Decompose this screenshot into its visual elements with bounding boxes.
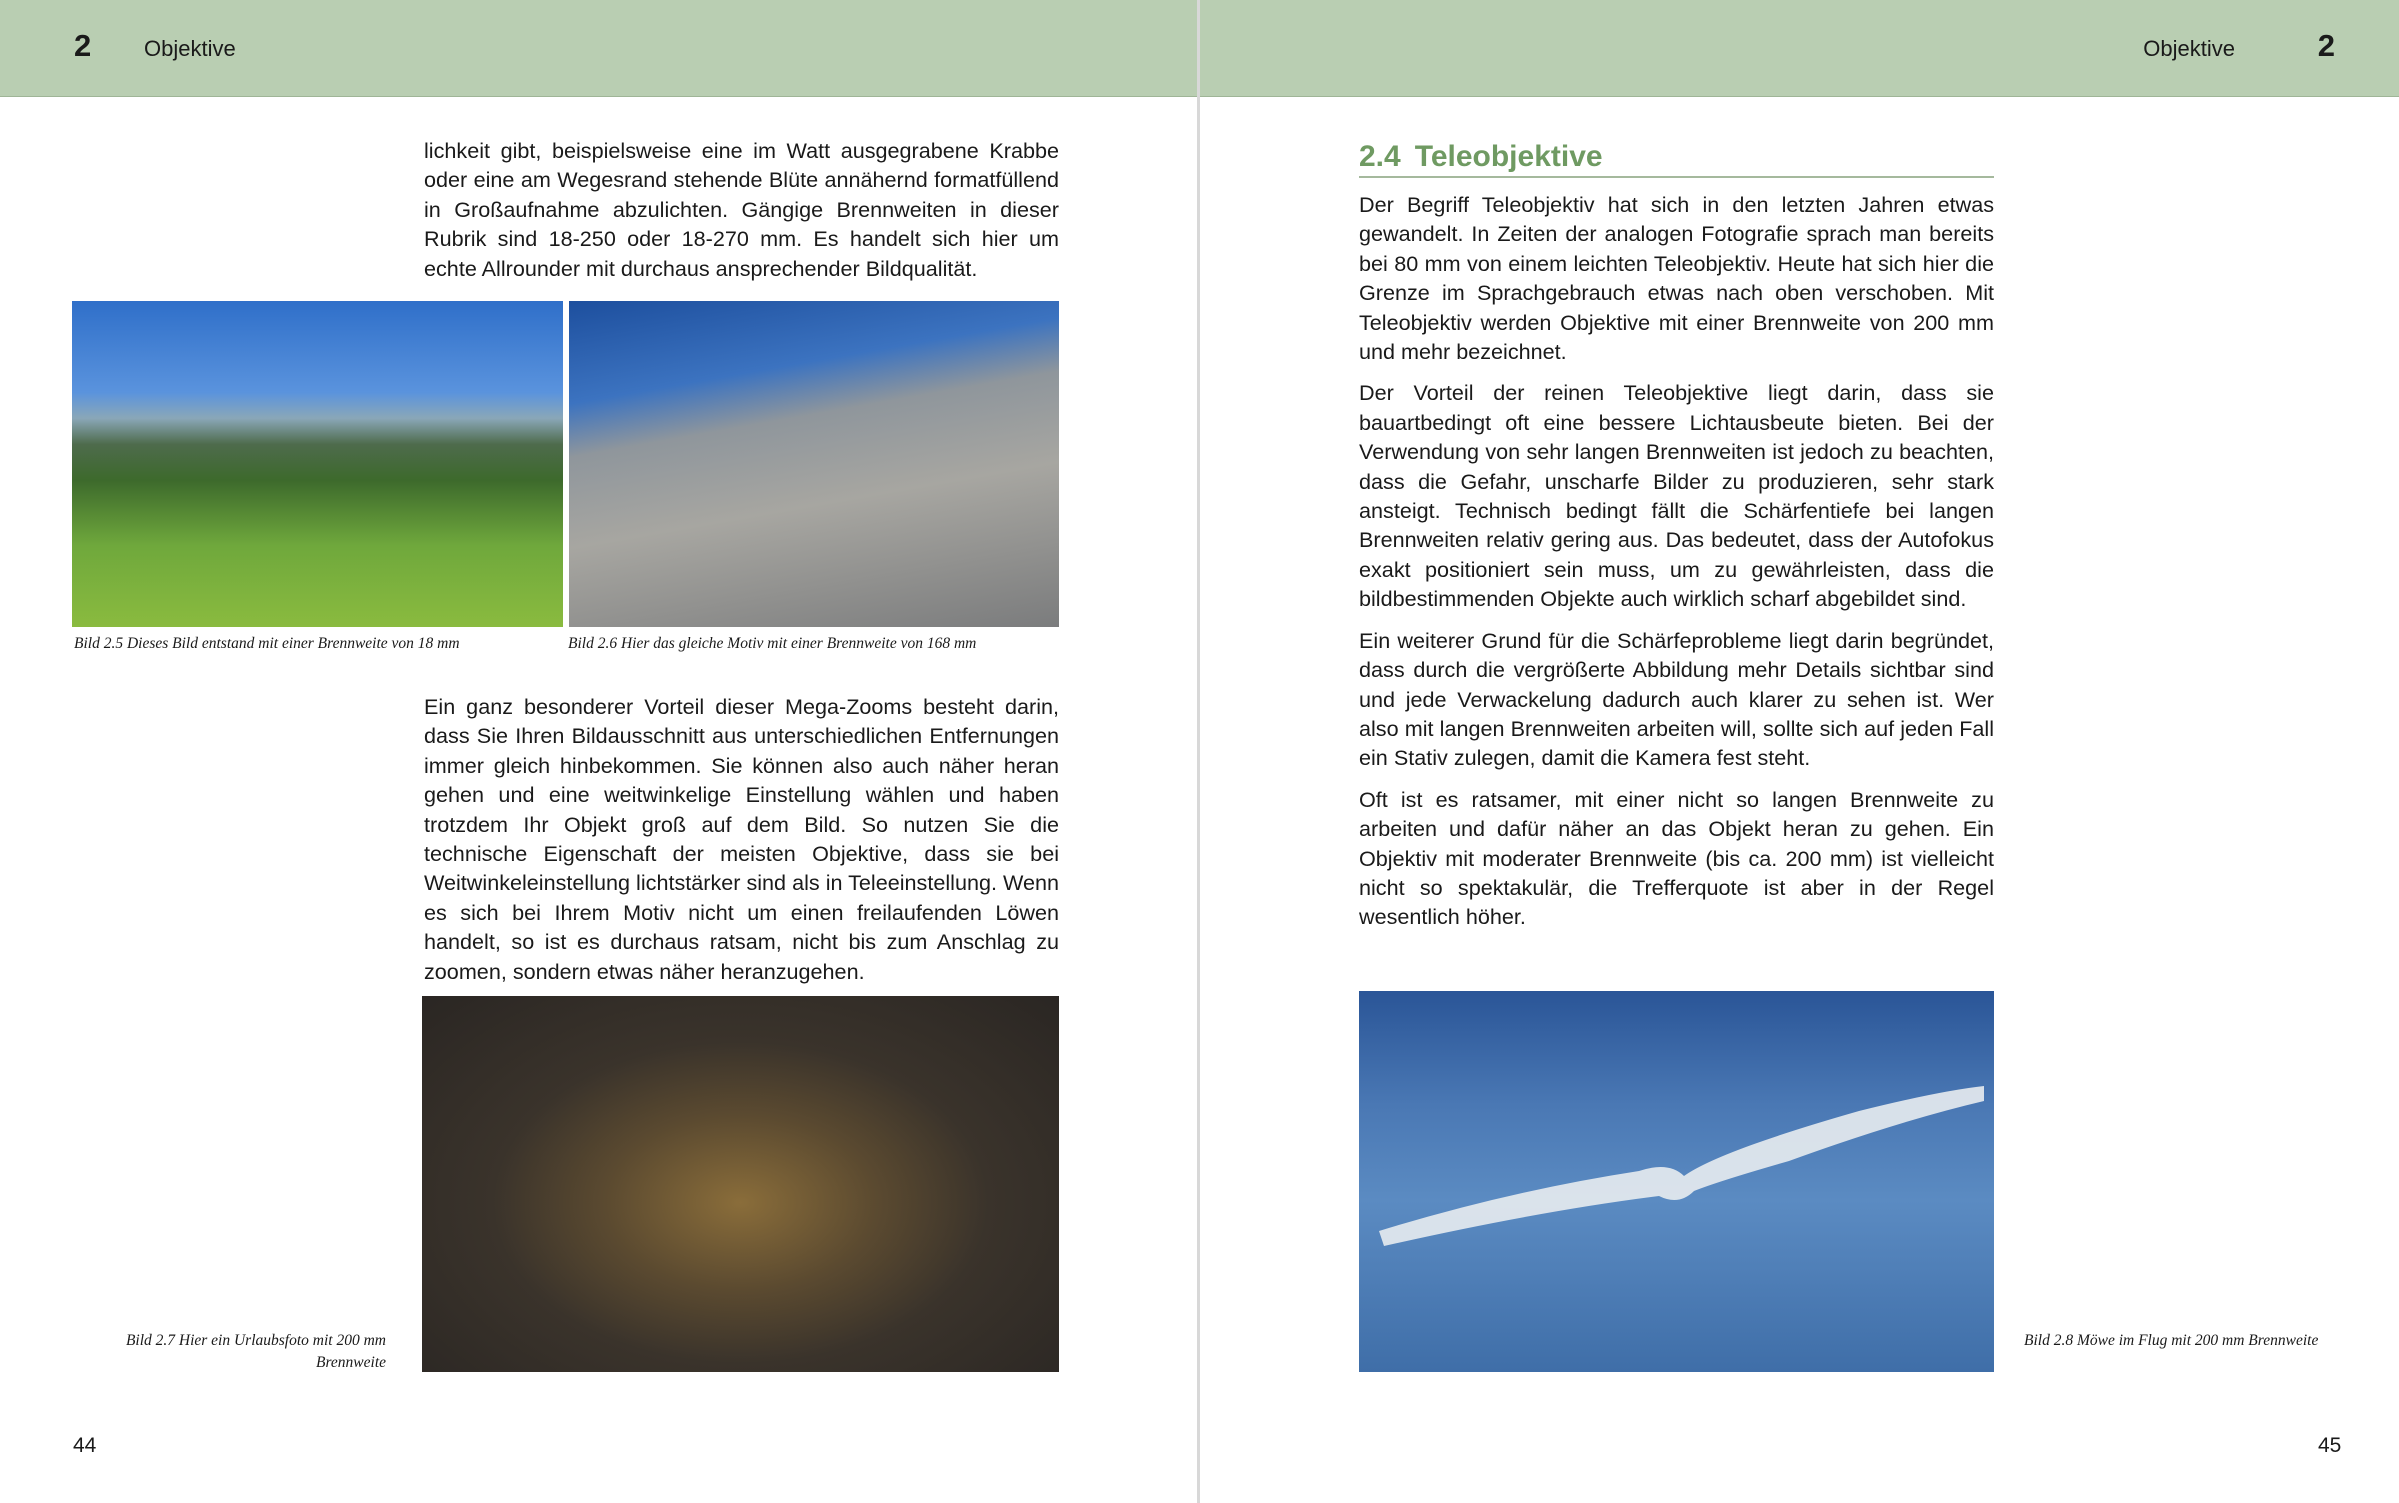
paragraph: Oft ist es ratsamer, mit einer nicht so langen Brennweite zu arbeiten und dafür näher an das Objekt heran zu gehen. Ein Objektiv mit moderater Brennweite (bis ca. 200 mm) ist vielleicht nicht so spektakulär, die Trefferquote ist aber in der Regel wesentlich höher.: [1359, 786, 1994, 930]
photo-mountain-168mm: [569, 301, 1059, 627]
chapter-number: 2: [2317, 28, 2335, 63]
section-heading: [1359, 140, 1994, 178]
section-title: Teleobjektive: [1414, 140, 1603, 173]
running-title: Objektive: [2143, 36, 2235, 61]
left-page-header: [0, 0, 1197, 97]
page-spine: [1197, 0, 1200, 1503]
caption: Bild 2.8 Möwe im Flug mit 200 mm Brennweite: [2024, 1332, 2319, 1349]
caption: Bild 2.7 Hier ein Urlaubsfoto mit 200 mm Brennweite: [125, 1332, 386, 1371]
caption: Bild 2.5 Dieses Bild entstand mit einer Brennweite von 18 mm: [74, 635, 460, 652]
caption: Bild 2.6 Hier das gleiche Motiv mit einer Brennweite von 168 mm: [568, 635, 977, 652]
paragraph: lichkeit gibt, beispielsweise eine im Watt ausgegrabene Krabbe oder eine am Wegesrand stehende Blüte annähernd formatfüllend in Großaufnahme abzulichten. Gängige Brennweiten in dieser Rubrik sind 18-250 oder 18-270 mm. Es handelt sich hier um echte Allrounder mit durchaus ansprechender Bildqualität.: [424, 138, 1059, 281]
section-number: 2.4: [1359, 140, 1401, 173]
page-number: 45: [2318, 1434, 2342, 1457]
paragraph: Ein ganz besonderer Vorteil dieser Mega-Zooms besteht darin, dass Sie Ihren Bildausschnitt aus unterschiedlichen Entfernungen immer gleich hinbekommen. Sie können also auch näher heran gehen und eine weitwinkelige Einstellung wählen und haben trotzdem Ihr Objekt groß auf dem Bild. So nutzen Sie die technische Eigenschaft der meisten Objektive, dass sie bei Weitwinkeleinstellung lichtstärker sind als in Teleeinstellung. Wenn es sich bei Ihrem Motiv nicht um einen freilaufenden Löwen handelt, so ist es durchaus ratsam, nicht bis zum Anschlag zu zoomen, sondern etwas näher heranzugehen.: [424, 694, 1059, 984]
paragraph: Ein weiterer Grund für die Schärfeprobleme liegt darin begründet, dass durch die vergrößerte Abbildung mehr Details sichtbar sind und jede Verwackelung dadurch auch klarer zu sehen ist. Wer also mit langen Brennweiten arbeiten will, sollte sich auf jeden Fall ein Stativ zulegen, damit die Kamera fest steht.: [1359, 627, 1994, 771]
body-text: [1359, 190, 1994, 944]
photo-seagull: [1359, 991, 1994, 1372]
paragraph: Der Vorteil der reinen Teleobjektive liegt darin, dass sie bauartbedingt oft eine bessere Lichtausbeute bieten. Bei der Verwendung von sehr langen Brennweiten ist jedoch zu beachten, dass die Gefahr, unscharfe Bilder zu produzieren, sehr stark ansteigt. Technisch bedingt fällt die Schärfentiefe bei langen Brennweiten relativ gering aus. Das bedeutet, dass der Autofokus exakt positioniert sein muss, um zu gewährleisten, dass die bildbestimmenden Objekte auch wirklich scharf abgebildet sind.: [1359, 380, 1994, 612]
chapter-number: 2: [74, 28, 92, 63]
photo-crab: [422, 996, 1059, 1372]
right-page-header: [1200, 0, 2399, 97]
running-title: Objektive: [144, 36, 236, 61]
body-text: [424, 692, 1059, 998]
body-text: [424, 136, 1059, 295]
photo-landscape-18mm: [72, 301, 563, 627]
seagull-shape: [1359, 991, 1994, 1372]
page-number: 44: [73, 1434, 97, 1457]
paragraph: Der Begriff Teleobjektiv hat sich in den letzten Jahren etwas gewandelt. In Zeiten der analogen Fotografie sprach man bereits bei 80 mm von einem leichten Teleobjektiv. Heute hat sich hier die Grenze im Sprachgebrauch etwas nach oben verschoben. Mit Teleobjektiv werden Objektive mit einer Brennweite von 200 mm und mehr bezeichnet.: [1359, 192, 1994, 365]
